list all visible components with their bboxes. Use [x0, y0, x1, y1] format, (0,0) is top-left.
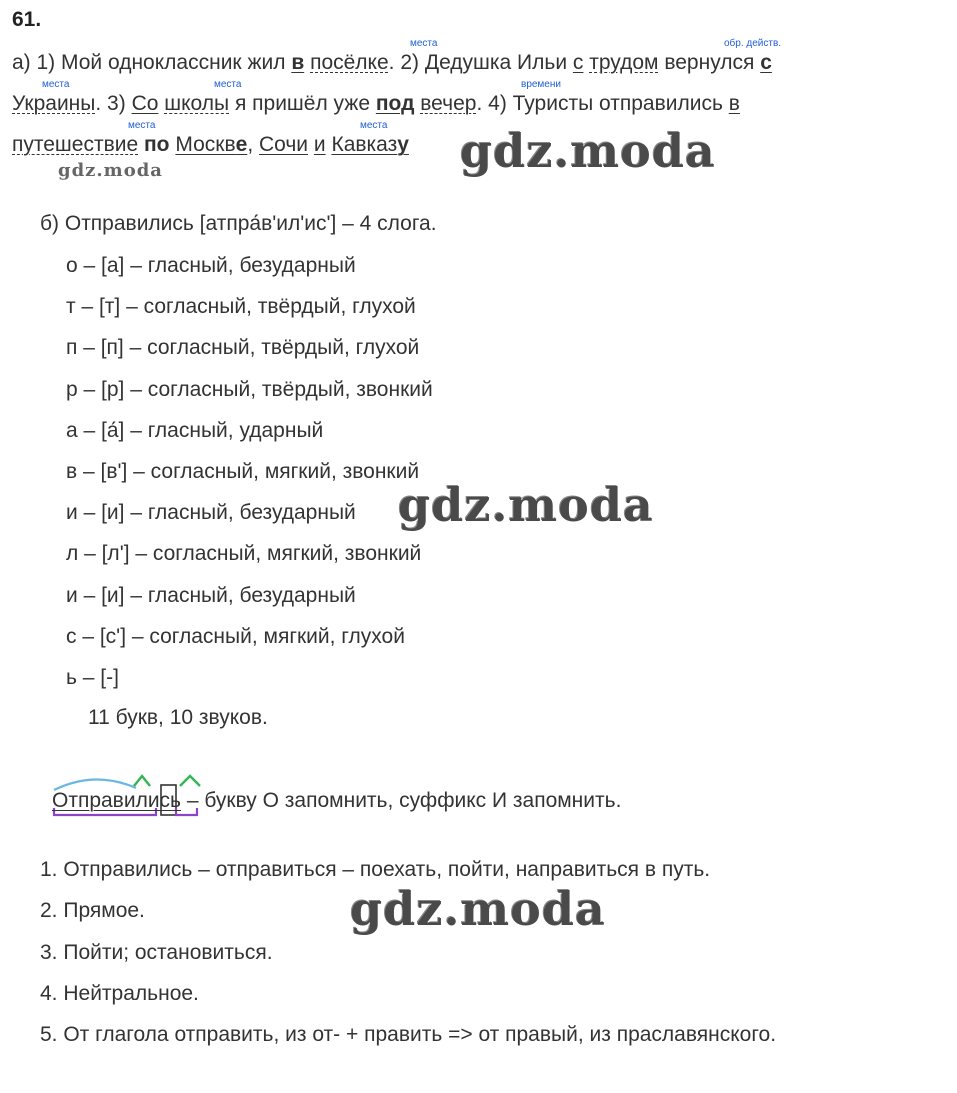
phonetic-row: о – [а] – гласный, безударный: [66, 254, 356, 277]
phonetic-row: р – [р] – согласный, твёрдый, звонкий: [66, 377, 433, 401]
phonetic-row: с – [с'] – согласный, мягкий, глухой: [66, 624, 405, 648]
phonetic-heading: б) Отправились [атпра́в'ил'ис'] – 4 слога.: [40, 212, 437, 235]
word-so: Со: [131, 92, 159, 115]
morph-word: Отправились: [52, 789, 181, 812]
word-trudom: трудом: [589, 51, 659, 74]
phonetic-row: ь – [-]: [66, 666, 119, 689]
prep-v: в: [291, 51, 305, 74]
answer-item: 2. Прямое.: [40, 899, 145, 923]
watermark-small: gdz.moda: [58, 160, 163, 181]
word-posyolke: посёлке: [310, 51, 389, 74]
word-kavkaz: Кавказу: [331, 133, 409, 156]
part-a-line-2: Украины. 3) Со школы я пришёл уже под вечер. 4) Туристы отправились в: [12, 92, 740, 115]
word-ukrainy: Украины: [12, 92, 96, 115]
word-vecher: вечер: [420, 92, 477, 115]
word-moskve: Москве: [175, 133, 248, 156]
answer-item: 5. От глагола отправить, из от- + править => от правый, из праславянского.: [40, 1023, 777, 1047]
morpheme-line: Отправились – букву О запомнить, суффикс И запомнить.: [52, 789, 622, 812]
part-a-line-3: путешествие по Москве, Сочи и Кавказу: [12, 133, 409, 156]
phonetic-row: и – [и] – гласный, безударный: [66, 583, 356, 607]
word-s: с: [572, 51, 584, 74]
answer-item: 4. Нейтральное.: [40, 981, 199, 1005]
prep-pod: под: [375, 92, 415, 115]
annotation-mesta-4: места: [128, 120, 156, 131]
word-puteshestvie: путешествие: [12, 133, 139, 156]
annotation-mesta-1: места: [410, 38, 438, 49]
phonetic-row: и – [и] – гласный, безударный: [66, 501, 356, 525]
annotation-mesta-5: места: [360, 120, 388, 131]
annotation-mesta-2: места: [42, 79, 70, 90]
watermark: gdz.moda: [398, 478, 654, 532]
letters-sounds-summary: 11 букв, 10 звуков.: [88, 706, 268, 729]
annotation-obr-deistv: обр. действ.: [724, 38, 782, 49]
word-shkoly: школы: [164, 92, 230, 115]
phonetic-row: п – [п] – согласный, твёрдый, глухой: [66, 336, 420, 360]
answer-item: 1. Отправились – отправиться – поехать, пойти, направиться в путь.: [40, 858, 711, 881]
suffix-mark-1: [134, 776, 150, 786]
prep-s: с: [760, 51, 772, 74]
prep-po: по: [144, 133, 170, 156]
word-i: и: [313, 133, 326, 156]
exercise-number: 61.: [12, 8, 42, 31]
suffix-mark-2: [180, 776, 200, 786]
phonetic-row: а – [а́] – гласный, ударный: [66, 418, 324, 442]
answer-item: 3. Пойти; остановиться.: [40, 940, 273, 964]
part-a-line-1: а) 1) Мой одноклассник жил в посёлке. 2) Дедушка Ильи с трудом вернулся с: [12, 51, 772, 74]
phonetic-row: л – [л'] – согласный, мягкий, звонкий: [66, 542, 422, 566]
annotation-mesta-3: места: [214, 79, 242, 90]
watermark: gdz.moda: [460, 124, 716, 178]
phonetic-row: т – [т] – согласный, твёрдый, глухой: [66, 295, 416, 319]
word-sochi: Сочи: [258, 133, 309, 156]
annotation-vremeni: времени: [521, 79, 561, 90]
word-v: в: [728, 92, 740, 115]
watermark: gdz.moda: [350, 882, 606, 936]
phonetic-row: в – [в'] – согласный, мягкий, звонкий: [66, 460, 420, 483]
